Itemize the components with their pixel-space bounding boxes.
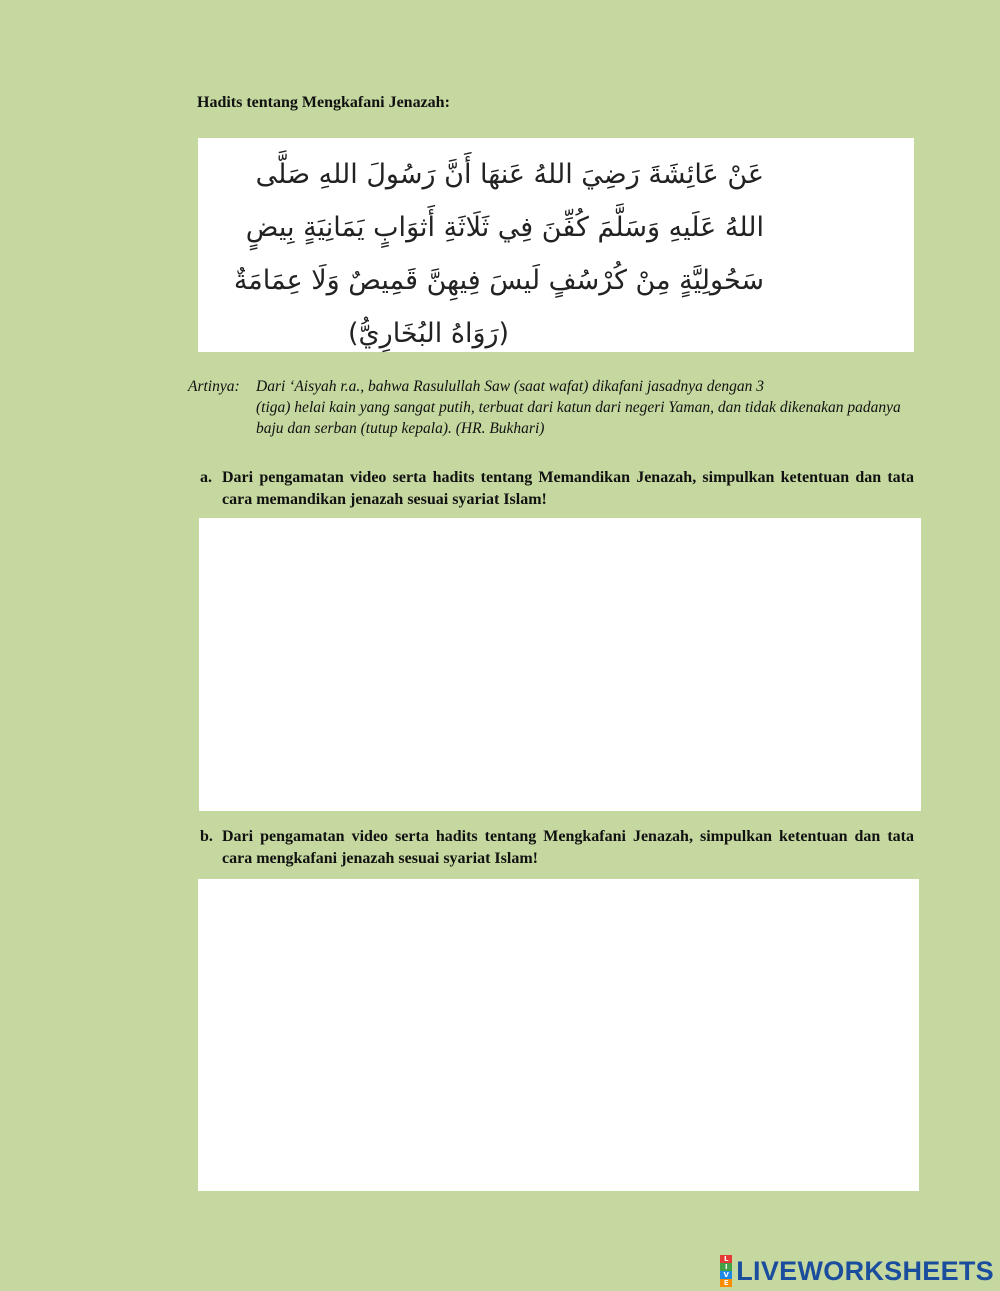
question-text: Dari pengamatan video serta hadits tentang Memandikan Jenazah, simpulkan ketentuan dan tata cara memandikan jenazah sesuai syariat Islam! [222, 469, 914, 508]
question-text: Dari pengamatan video serta hadits tentang Mengkafani Jenazah, simpulkan ketentuan dan tata cara mengkafani jenazah sesuai syariat Islam! [222, 828, 914, 867]
arabic-hadith-box [198, 138, 914, 352]
answer-a-textarea[interactable] [199, 518, 921, 811]
liveworksheets-logo [720, 1255, 994, 1287]
answer-b-textarea[interactable] [198, 879, 919, 1191]
question-a [200, 467, 914, 511]
translation [188, 376, 912, 439]
translation-first-line: Dari ‘Aisyah r.a., bahwa Rasulullah Saw (saat wafat) dikafani jasadnya dengan 3 [256, 378, 765, 395]
live-icon-letter: E [720, 1279, 732, 1287]
arabic-line: سَحُولِيَّةٍ مِنْ كُرْسُفٍ لَيسَ فِيهِنَّ قَمِيصٌ وَلَا عِمَامَةٌ [233, 265, 764, 296]
question-letter: b. [200, 828, 213, 845]
question-b [200, 826, 914, 870]
live-icon [720, 1255, 732, 1287]
question-letter: a. [200, 469, 212, 486]
arabic-source: (رَوَاهُ البُخَارِيُّ) [348, 318, 510, 349]
live-icon-letter: V [720, 1271, 732, 1279]
live-icon-letter: I [720, 1263, 732, 1271]
brand-text: LIVEWORKSHEETS [736, 1255, 994, 1286]
arabic-line: عَنْ عَائِشَةَ رَضِيَ اللهُ عَنهَا أَنَّ رَسُولَ اللهِ صَلَّى [255, 159, 764, 190]
translation-rest: (tiga) helai kain yang sangat putih, terbuat dari katun dari negeri Yaman, dan tidak dikenakan padanya baju dan serban (tutup kepala). (HR. Bukhari) [256, 399, 901, 437]
translation-label: Artinya: [188, 378, 240, 395]
page-title: Hadits tentang Mengkafani Jenazah: [197, 94, 450, 111]
arabic-line: اللهُ عَلَيهِ وَسَلَّمَ كُفِّنَ فِي ثَلَاثَةِ أَثوَابٍ يَمَانِيَةٍ بِيضٍ [245, 212, 764, 243]
live-icon-letter: L [720, 1255, 732, 1263]
